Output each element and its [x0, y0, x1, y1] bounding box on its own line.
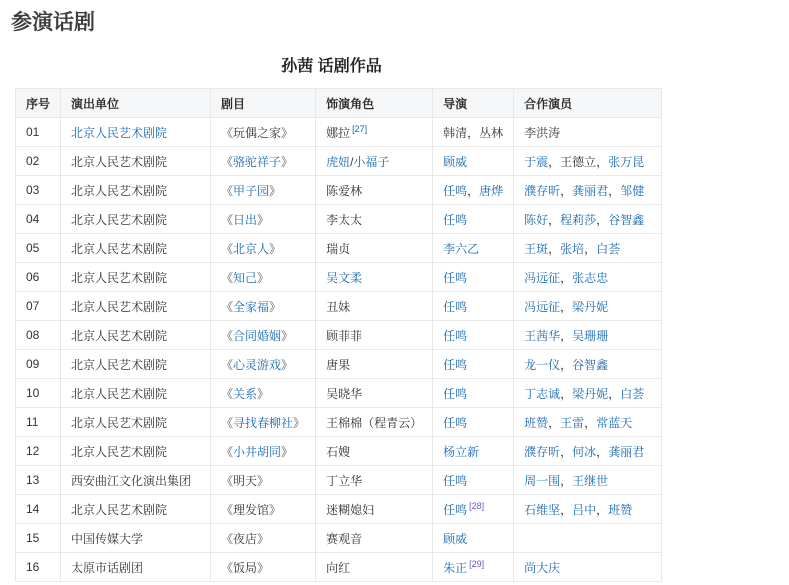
- plain-text: 05: [26, 241, 40, 255]
- plain-text: 北京人民艺术剧院: [71, 386, 168, 401]
- plain-text: ，: [596, 502, 609, 517]
- cell-play: [211, 292, 316, 321]
- cell-role: [316, 379, 433, 408]
- cell-play: [211, 437, 316, 466]
- plain-text: 《: [221, 212, 234, 227]
- table-row: [16, 408, 662, 437]
- cell-director: [433, 292, 514, 321]
- cell-no: [16, 234, 61, 263]
- cell-director: [433, 147, 514, 176]
- plain-text: ，: [548, 241, 561, 256]
- section-title: 参演话剧: [11, 11, 95, 34]
- cell-unit: [61, 205, 211, 234]
- plain-text: 14: [26, 502, 40, 516]
- entity-link[interactable]: 龚丽君: [608, 444, 645, 459]
- entity-link[interactable]: 班赞: [524, 415, 549, 430]
- plain-text: 《理发馆》: [221, 502, 282, 517]
- entity-link[interactable]: 王继世: [572, 473, 609, 488]
- entity-link[interactable]: 任鸣: [443, 299, 468, 314]
- entity-link[interactable]: 任鸣: [443, 473, 468, 488]
- plain-text: 陈爱林: [326, 183, 363, 198]
- plain-text: 》: [269, 241, 282, 256]
- reference-link[interactable]: [29]: [469, 558, 485, 569]
- cell-unit: [61, 437, 211, 466]
- entity-link[interactable]: 龙一仪: [524, 357, 561, 372]
- entity-link[interactable]: 梁丹妮: [572, 299, 609, 314]
- cell-play: [211, 524, 316, 553]
- entity-link[interactable]: 吴文柔: [326, 270, 363, 285]
- cell-director: [433, 408, 514, 437]
- cell-role: [316, 350, 433, 379]
- plain-text: 李太太: [326, 212, 363, 227]
- reference-sup: [469, 559, 484, 569]
- plain-text: 《: [221, 328, 234, 343]
- cell-costars: [514, 350, 662, 379]
- cell-unit: [61, 350, 211, 379]
- cell-no: [16, 118, 61, 147]
- cell-unit: [61, 292, 211, 321]
- cell-no: [16, 408, 61, 437]
- plain-text: 《饭局》: [221, 560, 270, 575]
- reference-sup: [352, 124, 367, 134]
- cell-costars: [514, 176, 662, 205]
- plain-text: 》: [293, 415, 306, 430]
- entity-link[interactable]: 王雷: [560, 415, 585, 430]
- plain-text: 北京人民艺术剧院: [71, 299, 168, 314]
- entity-link[interactable]: 邹健: [620, 183, 645, 198]
- cell-costars: [514, 234, 662, 263]
- plain-text: 12: [26, 444, 40, 458]
- entity-link[interactable]: 王斑: [524, 241, 549, 256]
- table-row: [16, 321, 662, 350]
- plain-text: 赛观音: [326, 531, 363, 546]
- plain-text: ，: [560, 328, 573, 343]
- reference-link[interactable]: [28]: [469, 500, 485, 511]
- entity-link[interactable]: 丁志诚: [524, 386, 561, 401]
- entity-link[interactable]: 谷智鑫: [608, 212, 645, 227]
- table-caption: 孙茜 话剧作品: [281, 58, 382, 75]
- cell-role: [316, 437, 433, 466]
- entity-link[interactable]: 合同婚姻: [233, 328, 282, 343]
- plain-text: ，: [560, 473, 573, 488]
- cell-unit: [61, 553, 211, 582]
- entity-link[interactable]: 北京人: [233, 241, 270, 256]
- entity-link[interactable]: 白荟: [596, 241, 621, 256]
- plain-text: 》: [281, 444, 294, 459]
- cell-director: [433, 263, 514, 292]
- plain-text: 《: [221, 299, 234, 314]
- plain-text: 唐果: [326, 357, 351, 372]
- table-body: [16, 118, 662, 582]
- entity-link[interactable]: 任鸣: [443, 386, 468, 401]
- cell-role: [316, 205, 433, 234]
- plain-text: ，: [560, 183, 573, 198]
- entity-link[interactable]: 周一围: [524, 473, 561, 488]
- cell-play: [211, 205, 316, 234]
- entity-link[interactable]: 任鸣: [443, 328, 468, 343]
- plain-text: ，: [467, 183, 480, 198]
- plain-text: 《: [221, 241, 234, 256]
- cell-unit: [61, 321, 211, 350]
- cell-play: [211, 466, 316, 495]
- cell-no: [16, 263, 61, 292]
- plain-text: 03: [26, 183, 40, 197]
- entity-link[interactable]: 班赞: [608, 502, 633, 517]
- cell-play: [211, 234, 316, 263]
- cell-unit: [61, 524, 211, 553]
- plain-text: 10: [26, 386, 40, 400]
- cell-unit: [61, 176, 211, 205]
- entity-link[interactable]: 虎妞: [326, 154, 351, 169]
- cell-costars: [514, 495, 662, 524]
- entity-link[interactable]: 小福子: [353, 154, 390, 169]
- cell-unit: [61, 408, 211, 437]
- plain-text: 王德立: [560, 154, 597, 169]
- table-row: [16, 292, 662, 321]
- plain-text: 韩清，丛林: [443, 125, 504, 140]
- entity-link[interactable]: 石维坚: [524, 502, 561, 517]
- plain-text: 李洪涛: [524, 125, 561, 140]
- cell-director: [433, 321, 514, 350]
- cell-role: [316, 321, 433, 350]
- plain-text: 王棉棉（程青云）: [326, 415, 423, 430]
- cell-role: [316, 408, 433, 437]
- plain-text: ，: [548, 415, 561, 430]
- table-row: [16, 147, 662, 176]
- cell-director: [433, 205, 514, 234]
- table-row: [16, 176, 662, 205]
- entity-link[interactable]: 张万昆: [608, 154, 645, 169]
- plain-text: 《: [221, 444, 234, 459]
- cell-no: [16, 379, 61, 408]
- cell-director: [433, 118, 514, 147]
- plain-text: 《: [221, 357, 234, 372]
- entity-link[interactable]: 任鸣: [443, 183, 468, 198]
- cell-costars: [514, 118, 662, 147]
- plain-text: 丑妹: [326, 299, 351, 314]
- plain-text: 13: [26, 473, 40, 487]
- table-row: [16, 553, 662, 582]
- cell-unit: [61, 118, 211, 147]
- cell-play: [211, 553, 316, 582]
- cell-play: [211, 379, 316, 408]
- entity-link[interactable]: 任鸣: [443, 415, 468, 430]
- column-header-unit: 演出单位: [61, 89, 211, 118]
- column-header-no: 序号: [16, 89, 61, 118]
- entity-link[interactable]: 顾威: [443, 531, 468, 546]
- cell-role: [316, 292, 433, 321]
- entity-link[interactable]: 任鸣: [443, 502, 468, 517]
- plain-text: 北京人民艺术剧院: [71, 212, 168, 227]
- cell-no: [16, 321, 61, 350]
- column-header-costars: 合作演员: [514, 89, 662, 118]
- plain-text: ，: [596, 212, 609, 227]
- entity-link[interactable]: 日出: [233, 212, 258, 227]
- plain-text: ，: [608, 183, 621, 198]
- plain-text: 《玩偶之家》: [221, 125, 294, 140]
- entity-link[interactable]: 北京人民艺术剧院: [71, 125, 168, 140]
- plain-text: ，: [596, 154, 609, 169]
- entity-link[interactable]: 心灵游戏: [233, 357, 282, 372]
- plain-text: 08: [26, 328, 40, 342]
- plain-text: 《: [221, 270, 234, 285]
- cell-unit: [61, 263, 211, 292]
- cell-no: [16, 524, 61, 553]
- cell-unit: [61, 495, 211, 524]
- entity-link[interactable]: 甲子园: [233, 183, 270, 198]
- entity-link[interactable]: 梁丹妮: [572, 386, 609, 401]
- plain-text: ，: [560, 299, 573, 314]
- entity-link[interactable]: 冯远征: [524, 299, 561, 314]
- cell-no: [16, 495, 61, 524]
- cell-role: [316, 553, 433, 582]
- plain-text: ，: [560, 386, 573, 401]
- table-row: [16, 466, 662, 495]
- cell-role: [316, 524, 433, 553]
- plain-text: 15: [26, 531, 40, 545]
- cell-no: [16, 205, 61, 234]
- entity-link[interactable]: 吴珊珊: [572, 328, 609, 343]
- plain-text: 07: [26, 299, 40, 313]
- entity-link[interactable]: 龚丽君: [572, 183, 609, 198]
- cell-play: [211, 263, 316, 292]
- cell-no: [16, 147, 61, 176]
- entity-link[interactable]: 张培: [560, 241, 585, 256]
- cell-unit: [61, 379, 211, 408]
- cell-no: [16, 292, 61, 321]
- plain-text: 迷糊媳妇: [326, 502, 375, 517]
- entity-link[interactable]: 张志忠: [572, 270, 609, 285]
- plain-text: 北京人民艺术剧院: [71, 328, 168, 343]
- plain-text: ，: [560, 357, 573, 372]
- cell-play: [211, 176, 316, 205]
- table-row: [16, 379, 662, 408]
- cell-costars: [514, 292, 662, 321]
- entity-link[interactable]: 小井胡同: [233, 444, 282, 459]
- cell-unit: [61, 234, 211, 263]
- cell-director: [433, 234, 514, 263]
- entity-link[interactable]: 任鸣: [443, 357, 468, 372]
- cell-role: [316, 147, 433, 176]
- table-row: [16, 350, 662, 379]
- plain-text: 太原市话剧团: [71, 560, 144, 575]
- plain-text: 》: [257, 270, 270, 285]
- cell-role: [316, 118, 433, 147]
- cell-director: [433, 553, 514, 582]
- cell-role: [316, 495, 433, 524]
- cell-director: [433, 379, 514, 408]
- plain-text: 北京人民艺术剧院: [71, 270, 168, 285]
- plain-text: 西安曲江文化演出集团: [71, 473, 192, 488]
- plain-text: 瑞贞: [326, 241, 351, 256]
- entity-link[interactable]: 李六乙: [443, 241, 480, 256]
- plain-text: 》: [269, 183, 282, 198]
- table-row: [16, 524, 662, 553]
- cell-no: [16, 350, 61, 379]
- cell-costars: [514, 205, 662, 234]
- cell-play: [211, 495, 316, 524]
- plain-text: ，: [548, 212, 561, 227]
- entity-link[interactable]: 冯远征: [524, 270, 561, 285]
- plain-text: 16: [26, 560, 40, 574]
- entity-link[interactable]: 何冰: [572, 444, 597, 459]
- plain-text: 吴晓华: [326, 386, 363, 401]
- plain-text: 石嫂: [326, 444, 351, 459]
- plain-text: 北京人民艺术剧院: [71, 154, 168, 169]
- cell-costars: [514, 524, 662, 553]
- entity-link[interactable]: 唐烨: [479, 183, 504, 198]
- header-row: [16, 89, 662, 118]
- plain-text: ，: [584, 241, 597, 256]
- cell-costars: [514, 321, 662, 350]
- entity-link[interactable]: 任鸣: [443, 212, 468, 227]
- cell-unit: [61, 147, 211, 176]
- plain-text: 北京人民艺术剧院: [71, 357, 168, 372]
- plain-text: 》: [281, 357, 294, 372]
- entity-link[interactable]: 王茜华: [524, 328, 561, 343]
- plain-text: 01: [26, 125, 40, 139]
- plain-text: 北京人民艺术剧院: [71, 415, 168, 430]
- entity-link[interactable]: 常蓝天: [596, 415, 633, 430]
- entity-link[interactable]: 关系: [233, 386, 258, 401]
- plain-text: 04: [26, 212, 40, 226]
- plain-text: 《明天》: [221, 473, 270, 488]
- cell-director: [433, 466, 514, 495]
- cell-director: [433, 176, 514, 205]
- plain-text: 《: [221, 415, 234, 430]
- cell-play: [211, 408, 316, 437]
- cell-director: [433, 495, 514, 524]
- entity-link[interactable]: 于震: [524, 154, 549, 169]
- column-header-play: 剧目: [211, 89, 316, 118]
- table-row: [16, 205, 662, 234]
- cell-play: [211, 147, 316, 176]
- cell-costars: [514, 408, 662, 437]
- plain-text: 北京人民艺术剧院: [71, 502, 168, 517]
- plain-text: /: [350, 154, 354, 169]
- reference-sup: [469, 501, 484, 511]
- plain-text: 09: [26, 357, 40, 371]
- table-row: [16, 118, 662, 147]
- plain-text: ，: [560, 502, 573, 517]
- works-table: [15, 88, 662, 582]
- plain-text: 》: [269, 299, 282, 314]
- plain-text: ，: [560, 270, 573, 285]
- plain-text: 北京人民艺术剧院: [71, 444, 168, 459]
- cell-role: [316, 466, 433, 495]
- entity-link[interactable]: 寻找春柳社: [233, 415, 294, 430]
- plain-text: ，: [548, 154, 561, 169]
- cell-play: [211, 118, 316, 147]
- entity-link[interactable]: 谷智鑫: [572, 357, 609, 372]
- plain-text: 02: [26, 154, 40, 168]
- plain-text: 《夜店》: [221, 531, 270, 546]
- cell-play: [211, 321, 316, 350]
- plain-text: ，: [584, 415, 597, 430]
- cell-costars: [514, 466, 662, 495]
- cell-unit: [61, 466, 211, 495]
- entity-link[interactable]: 任鸣: [443, 270, 468, 285]
- table-row: [16, 437, 662, 466]
- plain-text: 娜拉: [326, 125, 351, 140]
- entity-link[interactable]: 濮存昕: [524, 444, 561, 459]
- table-row: [16, 263, 662, 292]
- plain-text: 06: [26, 270, 40, 284]
- entity-link[interactable]: 陈好: [524, 212, 549, 227]
- plain-text: ，: [608, 386, 621, 401]
- cell-no: [16, 437, 61, 466]
- plain-text: 中国传媒大学: [71, 531, 144, 546]
- cell-role: [316, 176, 433, 205]
- entity-link[interactable]: 骆驼祥子: [233, 154, 282, 169]
- cell-no: [16, 466, 61, 495]
- plain-text: 《: [221, 386, 234, 401]
- cell-director: [433, 437, 514, 466]
- cell-costars: [514, 553, 662, 582]
- cell-no: [16, 176, 61, 205]
- plain-text: 丁立华: [326, 473, 363, 488]
- cell-role: [316, 263, 433, 292]
- plain-text: 11: [26, 415, 39, 429]
- cell-costars: [514, 263, 662, 292]
- entity-link[interactable]: 知己: [233, 270, 258, 285]
- entity-link[interactable]: 白荟: [620, 386, 645, 401]
- plain-text: 北京人民艺术剧院: [71, 183, 168, 198]
- table-row: [16, 495, 662, 524]
- entity-link[interactable]: 顾威: [443, 154, 468, 169]
- cell-director: [433, 524, 514, 553]
- cell-director: [433, 350, 514, 379]
- table-row: [16, 234, 662, 263]
- cell-costars: [514, 379, 662, 408]
- plain-text: ，: [560, 444, 573, 459]
- entity-link[interactable]: 杨立新: [443, 444, 480, 459]
- entity-link[interactable]: 濮存昕: [524, 183, 561, 198]
- cell-costars: [514, 147, 662, 176]
- plain-text: 》: [257, 386, 270, 401]
- cell-costars: [514, 437, 662, 466]
- plain-text: 北京人民艺术剧院: [71, 241, 168, 256]
- entity-link[interactable]: 尚大庆: [524, 560, 561, 575]
- plain-text: 《: [221, 154, 234, 169]
- cell-role: [316, 234, 433, 263]
- plain-text: 顾菲菲: [326, 328, 363, 343]
- plain-text: 》: [281, 154, 294, 169]
- entity-link[interactable]: 吕中: [572, 502, 597, 517]
- reference-link[interactable]: [27]: [352, 123, 368, 134]
- plain-text: 《: [221, 183, 234, 198]
- column-header-role: 饰演角色: [316, 89, 433, 118]
- plain-text: ，: [596, 444, 609, 459]
- plain-text: 》: [281, 328, 294, 343]
- cell-play: [211, 350, 316, 379]
- entity-link[interactable]: 全家福: [233, 299, 270, 314]
- entity-link[interactable]: 朱正: [443, 560, 468, 575]
- column-header-director: 导演: [433, 89, 514, 118]
- plain-text: 》: [257, 212, 270, 227]
- table-header: [16, 89, 662, 118]
- entity-link[interactable]: 程莉莎: [560, 212, 597, 227]
- plain-text: 向红: [326, 560, 351, 575]
- cell-no: [16, 553, 61, 582]
